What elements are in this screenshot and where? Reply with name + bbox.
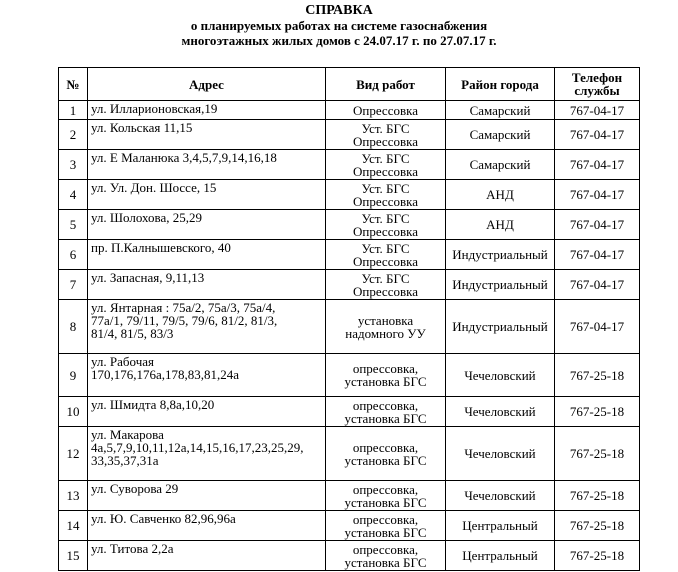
work-line: опрессовка, <box>352 481 419 497</box>
cell-phone: 767-04-17 <box>555 300 640 354</box>
cell-address <box>88 481 326 511</box>
cell-num: 7 <box>59 270 88 300</box>
work-line: установка БГС <box>344 494 427 510</box>
work-line: Опрессовка <box>352 223 418 239</box>
cell-address <box>88 397 326 427</box>
cell-num: 8 <box>59 300 88 354</box>
cell-district: Самарский <box>446 101 555 120</box>
cell-district: АНД <box>446 180 555 210</box>
cell-work <box>326 150 446 180</box>
cell-address <box>88 427 326 481</box>
cell-num: 4 <box>59 180 88 210</box>
cell-address <box>88 270 326 300</box>
document-subtitle-1: о планируемых работах на системе газоснабжения <box>190 18 488 33</box>
cell-work <box>326 210 446 240</box>
work-line: Опрессовка <box>352 283 418 299</box>
work-line: Уст. БГС <box>361 210 410 226</box>
cell-address <box>88 354 326 397</box>
header-work: Вид работ <box>326 68 446 101</box>
cell-work <box>326 101 446 120</box>
address-line: ул. Шолохова, 25,29 <box>91 210 203 225</box>
work-line: опрессовка, <box>352 541 419 557</box>
cell-num: 9 <box>59 354 88 397</box>
cell-district: АНД <box>446 210 555 240</box>
work-line: опрессовка, <box>352 439 419 455</box>
address-line: ул. Макарова <box>91 427 164 442</box>
document-subtitle-2: многоэтажных жилых домов с 24.07.17 г. по 27.07.17 г. <box>181 33 497 48</box>
cell-num: 3 <box>59 150 88 180</box>
document-header <box>0 3 678 48</box>
table-row <box>59 427 640 481</box>
work-line: Опрессовка <box>352 102 418 118</box>
cell-work <box>326 397 446 427</box>
cell-phone: 767-04-17 <box>555 180 640 210</box>
cell-district: Чечеловский <box>446 427 555 481</box>
address-line: пр. П.Калнышевского, 40 <box>91 240 231 255</box>
cell-address <box>88 150 326 180</box>
works-table <box>58 67 640 571</box>
cell-work <box>326 354 446 397</box>
cell-num: 12 <box>59 427 88 481</box>
cell-address <box>88 240 326 270</box>
table-row <box>59 300 640 354</box>
address-line: ул. Титова 2,2а <box>91 541 174 556</box>
cell-address <box>88 511 326 541</box>
cell-work <box>326 511 446 541</box>
address-line: 170,176,176а,178,83,81,24а <box>91 367 240 382</box>
table-row <box>59 210 640 240</box>
cell-district: Индустриальный <box>446 270 555 300</box>
cell-phone: 767-25-18 <box>555 397 640 427</box>
address-line: ул. Шмидта 8,8а,10,20 <box>91 397 215 412</box>
cell-district: Самарский <box>446 120 555 150</box>
header-num: № <box>59 68 88 101</box>
cell-work <box>326 270 446 300</box>
cell-phone: 767-04-17 <box>555 210 640 240</box>
cell-num: 2 <box>59 120 88 150</box>
address-line: 4а,5,7,9,10,11,12а,14,15,16,17,23,25,29, <box>91 440 304 455</box>
work-line: надомного УУ <box>345 325 426 341</box>
work-line: опрессовка, <box>352 361 419 376</box>
cell-num: 10 <box>59 397 88 427</box>
cell-num: 1 <box>59 101 88 120</box>
cell-address <box>88 541 326 571</box>
work-line: установка <box>357 312 414 328</box>
address-line: ул. Ул. Дон. Шоссе, 15 <box>91 180 217 195</box>
table-row <box>59 511 640 541</box>
work-line: Опрессовка <box>352 193 418 209</box>
work-line: установка БГС <box>344 554 427 570</box>
cell-address <box>88 180 326 210</box>
cell-work <box>326 541 446 571</box>
address-line: 81/4, 81/5, 83/3 <box>91 326 174 341</box>
table-row <box>59 180 640 210</box>
cell-num: 13 <box>59 481 88 511</box>
header-phone-line1: Телефон <box>571 70 623 85</box>
cell-work <box>326 180 446 210</box>
table-row <box>59 270 640 300</box>
document-title: СПРАВКА <box>305 3 373 18</box>
table-row <box>59 101 640 120</box>
cell-address <box>88 300 326 354</box>
address-line: ул. Суворова 29 <box>91 481 179 496</box>
address-line: ул. Ю. Савченко 82,96,96а <box>91 511 236 526</box>
cell-address <box>88 101 326 120</box>
header-phone <box>555 68 640 101</box>
table-row <box>59 354 640 397</box>
table-row <box>59 240 640 270</box>
cell-work <box>326 427 446 481</box>
cell-work <box>326 240 446 270</box>
cell-num: 14 <box>59 511 88 541</box>
work-line: Опрессовка <box>352 133 418 149</box>
work-line: Опрессовка <box>352 253 418 269</box>
header-phone-line2: службы <box>574 83 620 98</box>
table-row <box>59 150 640 180</box>
cell-phone: 767-25-18 <box>555 427 640 481</box>
address-line: ул. Кольская 11,15 <box>91 120 193 135</box>
work-line: установка БГС <box>344 452 427 468</box>
cell-num: 5 <box>59 210 88 240</box>
work-line: установка БГС <box>344 524 427 540</box>
work-line: Уст. БГС <box>361 180 410 196</box>
cell-district: Индустриальный <box>446 240 555 270</box>
table-row <box>59 120 640 150</box>
table-row <box>59 397 640 427</box>
work-line: Уст. БГС <box>361 120 410 136</box>
cell-district: Самарский <box>446 150 555 180</box>
cell-work <box>326 481 446 511</box>
address-line: ул. Рабочая <box>91 354 154 369</box>
address-line: 33,35,37,31а <box>91 453 159 468</box>
work-line: опрессовка, <box>352 397 419 413</box>
cell-work <box>326 300 446 354</box>
cell-phone: 767-04-17 <box>555 270 640 300</box>
cell-num: 15 <box>59 541 88 571</box>
cell-num: 6 <box>59 240 88 270</box>
cell-district: Чечеловский <box>446 397 555 427</box>
address-line: ул. Е Маланюка 3,4,5,7,9,14,16,18 <box>91 150 277 165</box>
address-line: ул. Илларионовская,19 <box>91 101 218 116</box>
cell-address <box>88 210 326 240</box>
cell-district: Чечеловский <box>446 354 555 397</box>
cell-phone: 767-04-17 <box>555 120 640 150</box>
cell-address <box>88 120 326 150</box>
work-line: установка БГС <box>344 374 427 389</box>
work-line: Уст. БГС <box>361 270 410 286</box>
table-row <box>59 541 640 571</box>
address-line: ул. Янтарная : 75а/2, 75а/3, 75а/4, <box>91 300 276 315</box>
cell-district: Чечеловский <box>446 481 555 511</box>
header-address: Адрес <box>88 68 326 101</box>
work-line: Опрессовка <box>352 163 418 179</box>
cell-phone: 767-25-18 <box>555 354 640 397</box>
work-line: опрессовка, <box>352 511 419 527</box>
cell-district: Индустриальный <box>446 300 555 354</box>
header-district: Район города <box>446 68 555 101</box>
cell-district: Центральный <box>446 541 555 571</box>
cell-phone: 767-25-18 <box>555 511 640 541</box>
cell-phone: 767-04-17 <box>555 101 640 120</box>
cell-phone: 767-25-18 <box>555 541 640 571</box>
cell-work <box>326 120 446 150</box>
work-line: установка БГС <box>344 410 427 426</box>
address-line: ул. Запасная, 9,11,13 <box>91 270 205 285</box>
table-header-row <box>59 68 640 101</box>
work-line: Уст. БГС <box>361 240 410 256</box>
cell-phone: 767-25-18 <box>555 481 640 511</box>
cell-phone: 767-04-17 <box>555 240 640 270</box>
work-line: Уст. БГС <box>361 150 410 166</box>
table-row <box>59 481 640 511</box>
cell-district: Центральный <box>446 511 555 541</box>
address-line: 77а/1, 79/11, 79/5, 79/6, 81/2, 81/3, <box>91 313 278 328</box>
cell-phone: 767-04-17 <box>555 150 640 180</box>
